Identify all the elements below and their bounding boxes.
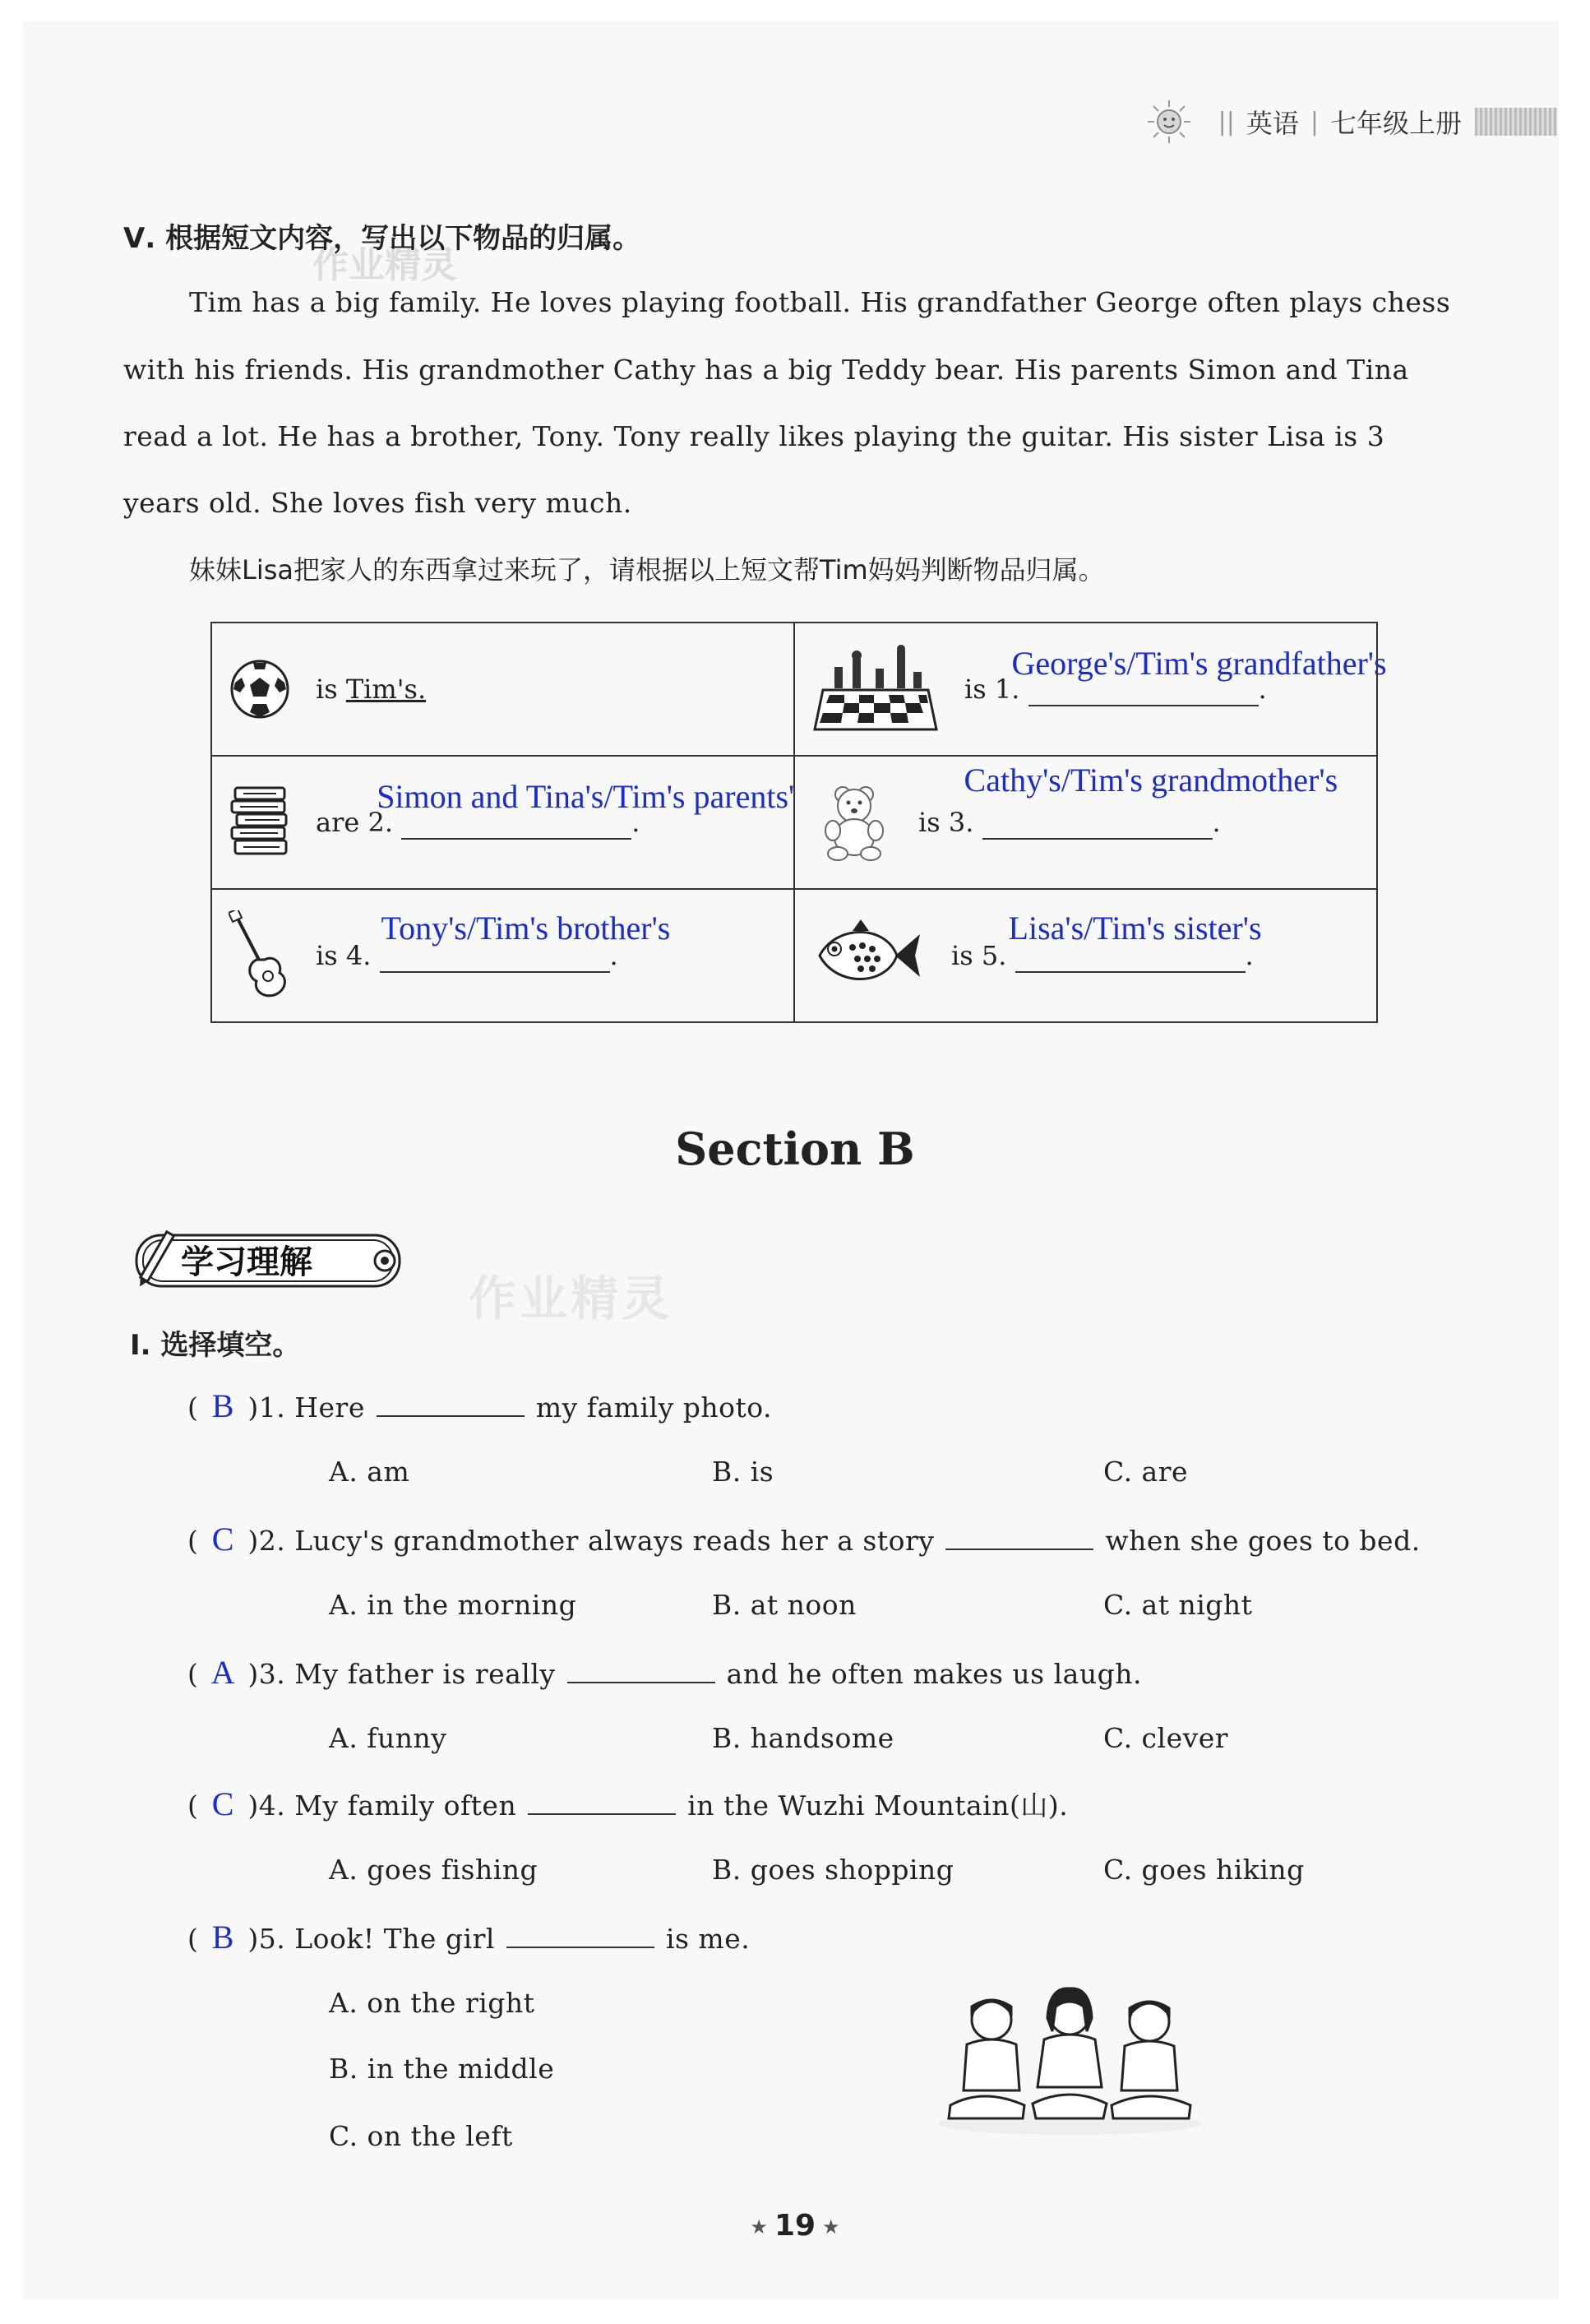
guitar-icon — [229, 910, 291, 1001]
sun-logo-icon — [1146, 99, 1192, 145]
header-subject: 英语 — [1246, 108, 1299, 139]
question-2-blank[interactable] — [945, 1525, 1093, 1550]
table-cell-guitar: is 4. Tony's/Tim's brother's . — [211, 889, 794, 1022]
q4-option-a[interactable]: A. goes fishing — [329, 1854, 538, 1886]
page-header: || 英语 | 七年级上册 — [1146, 99, 1557, 145]
item-4-answer: Tony's/Tim's brother's — [381, 910, 671, 947]
table-cell-football — [211, 623, 794, 756]
q1-option-c[interactable]: C. are — [1103, 1456, 1189, 1488]
books-stack-icon — [229, 783, 291, 862]
exercise-v-instruction: 妹妹Lisa把家人的东西拿过来玩了，请根据以上短文帮Tim妈妈判断物品归属。 — [189, 554, 1105, 586]
teddy-bear-icon — [811, 783, 894, 862]
question-3-answer: A — [210, 1654, 236, 1691]
header-decoration — [1475, 108, 1557, 136]
q2-option-b[interactable]: B. at noon — [712, 1589, 857, 1621]
question-5-answer: B — [211, 1919, 234, 1956]
item-1-answer: George's/Tim's grandfather's — [1011, 645, 1387, 682]
item-2-answer: Simon and Tina's/Tim's parents' — [377, 778, 795, 815]
table-cell-fish: is 5. Lisa's/Tim's sister's . — [794, 889, 1377, 1022]
q3-option-c[interactable]: C. clever — [1103, 1722, 1229, 1754]
question-4-blank[interactable] — [528, 1790, 676, 1815]
three-children-illustration — [934, 1982, 1205, 2138]
ownership-table — [210, 622, 1387, 1023]
banner-text: 学习理解 — [181, 1243, 312, 1281]
passage-line-2: with his friends. His grandmother Cathy has a big Teddy bear. His parents Simon and Tina — [123, 354, 1409, 386]
watermark-top: 作业精灵 — [312, 244, 457, 286]
passage-line-4: years old. She loves fish very much. — [123, 487, 632, 519]
page-number: ★ 19 ★ — [750, 2209, 840, 2243]
q4-option-c[interactable]: C. goes hiking — [1103, 1854, 1305, 1886]
q4-option-b[interactable]: B. goes shopping — [712, 1854, 954, 1886]
question-2-answer: C — [211, 1521, 234, 1558]
q1-option-a[interactable]: A. am — [329, 1456, 410, 1488]
header-grade: 七年级上册 — [1329, 108, 1462, 139]
q3-option-a[interactable]: A. funny — [329, 1722, 447, 1754]
chessboard-icon — [811, 644, 940, 734]
question-2: ( C )2. Lucy's grandmother always reads her a story when she goes to bed. — [187, 1521, 1421, 1558]
question-1-answer: B — [211, 1387, 234, 1424]
question-1: ( B )1. Here my family photo. — [187, 1387, 772, 1424]
study-banner — [123, 1227, 408, 1293]
passage-line-1: Tim has a big family. He loves playing football. His grandfather George often plays chess — [189, 286, 1451, 318]
item-5-answer: Lisa's/Tim's sister's — [1008, 910, 1262, 947]
example-prefix: is — [316, 674, 338, 705]
exercise-i-title: Ⅰ. 选择填空。 — [130, 1329, 301, 1362]
watermark-text: 作业精灵 — [469, 1271, 673, 1326]
question-3: ( A )3. My father is really and he often makes us laugh. — [187, 1654, 1142, 1691]
question-4: ( C )4. My family often in the Wuzhi Mountain(山). — [187, 1785, 1069, 1822]
table-cell-books: are 2. Simon and Tina's/Tim's parents' . — [211, 756, 794, 889]
q5-option-a[interactable]: A. on the right — [329, 1987, 535, 2019]
passage-line-3: read a lot. He has a brother, Tony. Tony really likes playing the guitar. His sister Lisa is 3 — [123, 420, 1385, 452]
q5-option-b[interactable]: B. in the middle — [329, 2053, 555, 2085]
question-5-blank[interactable] — [506, 1924, 654, 1948]
item-3-prefix: is 3. — [918, 807, 974, 838]
example-value: Tim's. — [345, 674, 427, 705]
football-icon — [229, 658, 291, 720]
item-4-prefix: is 4. — [316, 940, 372, 971]
item-1-prefix: is 1. — [964, 674, 1020, 705]
q2-option-a[interactable]: A. in the morning — [329, 1589, 577, 1621]
q5-option-c[interactable]: C. on the left — [329, 2120, 513, 2152]
section-b-title: Section B — [675, 1123, 915, 1175]
fish-icon — [811, 916, 927, 995]
question-5: ( B )5. Look! The girl is me. — [187, 1919, 751, 1956]
question-4-answer: C — [211, 1785, 234, 1822]
q2-option-c[interactable]: C. at night — [1103, 1589, 1253, 1621]
q1-option-b[interactable]: B. is — [712, 1456, 774, 1488]
q3-option-b[interactable]: B. handsome — [712, 1722, 894, 1754]
exercise-v-title: Ⅴ. 根据短文内容，写出以下物品的归属。 — [123, 222, 641, 255]
item-2-prefix: are 2. — [316, 807, 394, 838]
item-5-prefix: is 5. — [951, 940, 1007, 971]
item-3-answer: Cathy's/Tim's grandmother's — [964, 762, 1338, 799]
table-cell-chess: is 1. George's/Tim's grandfather's . — [794, 623, 1377, 756]
question-3-blank[interactable] — [567, 1659, 715, 1683]
table-cell-teddy: is 3. Cathy's/Tim's grandmother's . — [794, 756, 1377, 889]
question-1-blank[interactable] — [377, 1392, 525, 1417]
